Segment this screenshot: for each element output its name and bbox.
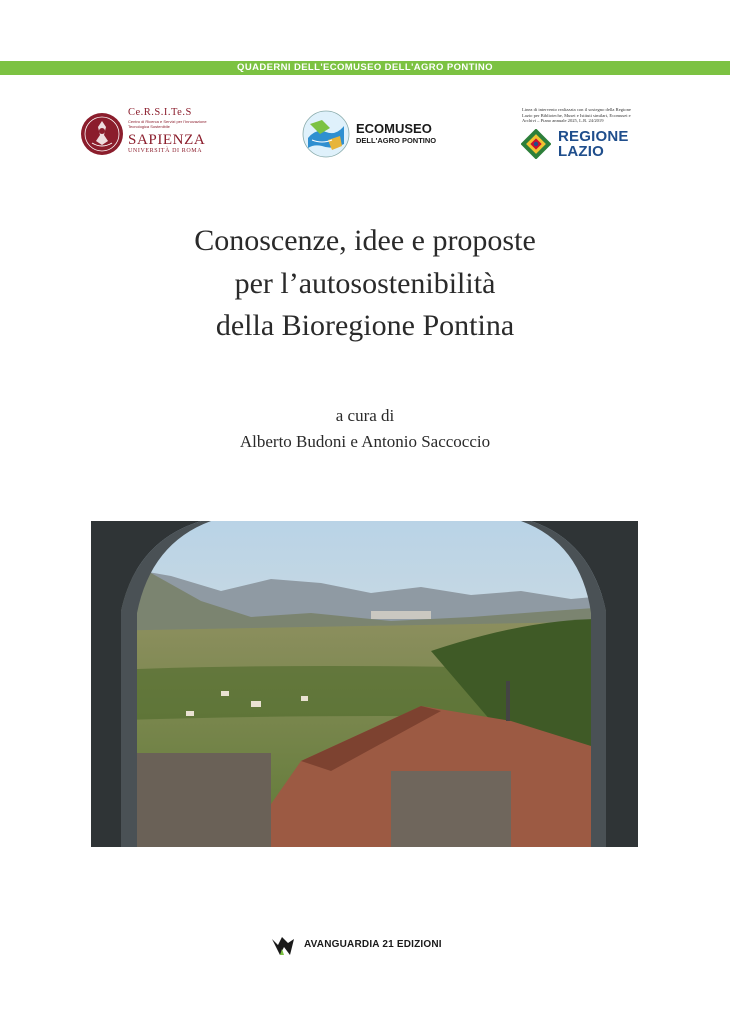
avanguardia-logo-icon xyxy=(270,935,296,957)
book-title-line3: della Bioregione Pontina xyxy=(215,309,515,342)
ecomuseo-subtitle: DELL'AGRO PONTINO xyxy=(356,136,437,145)
cover-photo xyxy=(91,521,638,847)
ecomuseo-map-icon xyxy=(302,110,350,158)
sapienza-subtitle: UNIVERSITÀ DI ROMA xyxy=(128,148,203,154)
editors: Alberto Budoni e Antonio Saccoccio xyxy=(239,432,491,451)
ecomuseo-title: ECOMUSEO xyxy=(356,121,432,136)
series-label: QUADERNI DELL'ECOMUSEO DELL'AGRO PONTINO xyxy=(237,62,493,73)
ecomuseo-logo xyxy=(356,122,436,146)
sapienza-logo xyxy=(128,107,208,155)
lazio-name xyxy=(558,129,629,159)
cersites-description: Centro di Ricerca e Servizi per l'Innovazione Tecnologica Sostenibile xyxy=(128,119,207,129)
lazio-emblem-icon xyxy=(521,129,551,159)
series-bar xyxy=(0,61,730,75)
sapienza-seal-icon xyxy=(80,107,124,161)
lazio-name-line2: LAZIO xyxy=(558,143,604,160)
cersites-acronym: Ce.R.S.I.Te.S xyxy=(128,107,192,118)
sapienza-name: SAPIENZA xyxy=(128,132,206,148)
book-title-line2: per l’autosostenibilità xyxy=(234,267,496,300)
lazio-funding-note: Linea di intervento realizzata con il sostegno della Regione Lazio per Biblioteche, Musei e Istituti similari, Ecomusei e Archivi – Piano annuale 2025, L.R. 24/2019 xyxy=(522,107,631,124)
lazio-name-line1: REGIONE xyxy=(558,128,629,145)
editor-intro: a cura di xyxy=(335,406,395,425)
publisher-name: AVANGUARDIA 21 EDIZIONI xyxy=(304,939,442,950)
book-title-line1: Conoscenze, idee e proposte xyxy=(194,224,536,257)
